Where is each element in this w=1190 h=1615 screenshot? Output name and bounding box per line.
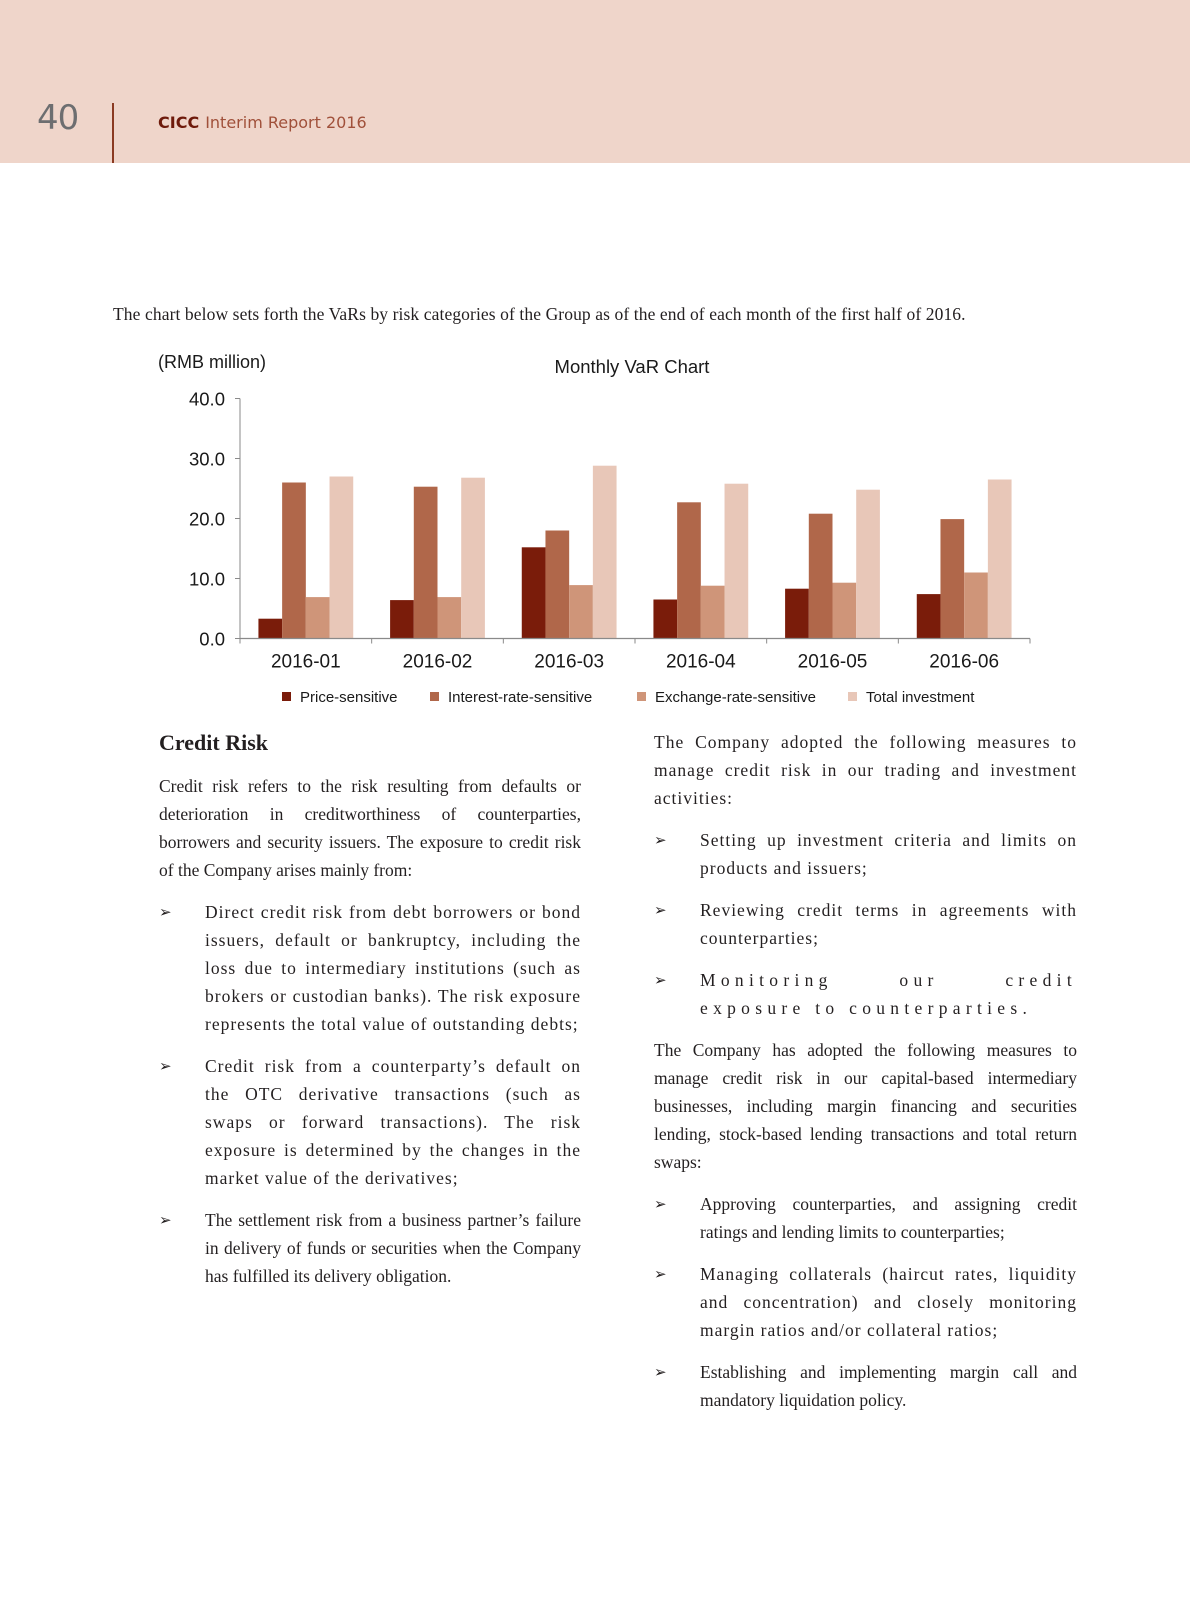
- x-tick-label: 2016-06: [929, 651, 1000, 673]
- x-tick-label: 2016-01: [270, 651, 341, 673]
- right-column: [654, 728, 1077, 1428]
- list-item: [654, 1358, 1077, 1414]
- bar-group-2016-04: [653, 484, 748, 639]
- list-item-text: Monitoring our credit exposure to counterparties.: [700, 970, 1077, 1018]
- running-header: [158, 113, 367, 132]
- arrow-bullet-icon: ➢: [159, 1211, 172, 1229]
- list-item-text: The settlement risk from a business partner’s failure in delivery of funds or securities when the Company has fulfilled its delivery obligation.: [205, 1210, 581, 1286]
- bar-interest-rate-sensitive-2016-03: [545, 531, 569, 639]
- bar-total-investment-2016-03: [593, 466, 617, 639]
- bar-price-sensitive-2016-01: [258, 619, 282, 639]
- arrow-bullet-icon: ➢: [654, 1195, 667, 1213]
- page-number: 40: [37, 98, 79, 138]
- bar-interest-rate-sensitive-2016-05: [809, 514, 833, 639]
- list-item: [159, 898, 581, 1038]
- legend-item: [848, 689, 975, 706]
- legend-swatch: [282, 692, 291, 701]
- header-band: [0, 0, 1190, 163]
- list-item-text: Credit risk from a counterparty’s default on the OTC derivative transactions (such as swaps or forward transactions). The risk exposure is determined by the changes in the market value of the derivatives;: [205, 1056, 581, 1188]
- bar-interest-rate-sensitive-2016-04: [677, 502, 701, 638]
- section-title-credit-risk: Credit Risk: [159, 730, 268, 755]
- bar-total-investment-2016-01: [330, 477, 354, 639]
- bar-exchange-rate-sensitive-2016-02: [438, 597, 462, 638]
- legend-item: [282, 689, 398, 706]
- header-divider: [112, 103, 114, 163]
- list-item-text: Direct credit risk from debt borrowers or bond issuers, default or bankruptcy, including the loss due to intermediary institutions (such as brokers or custodian banks). The risk exposure represents the total value of outstanding debts;: [205, 902, 581, 1034]
- bar-exchange-rate-sensitive-2016-04: [701, 586, 725, 639]
- list-item: [654, 826, 1077, 882]
- y-tick-label: 10.0: [188, 568, 225, 590]
- trading-measures-list: [654, 826, 1077, 1022]
- list-item: [159, 1206, 581, 1290]
- bar-price-sensitive-2016-03: [522, 547, 546, 638]
- bar-total-investment-2016-06: [988, 480, 1012, 639]
- bar-total-investment-2016-05: [856, 490, 880, 639]
- brand-name: CICC: [158, 113, 200, 132]
- x-tick-label: 2016-03: [534, 651, 605, 673]
- bar-group-2016-03: [522, 466, 617, 639]
- list-item-text: Setting up investment criteria and limits on products and issuers;: [700, 830, 1077, 878]
- bar-price-sensitive-2016-04: [653, 600, 677, 639]
- legend-label: Total investment: [866, 689, 975, 706]
- x-tick-label: 2016-04: [665, 651, 736, 673]
- list-item-text: Approving counterparties, and assigning credit ratings and lending limits to counterparties;: [700, 1194, 1077, 1242]
- list-item: [654, 1190, 1077, 1246]
- list-item-text: Managing collaterals (haircut rates, liquidity and concentration) and closely monitoring margin ratios and/or collateral ratios;: [700, 1264, 1077, 1340]
- intermediary-measures-intro: The Company has adopted the following measures to manage credit risk in our capital-based intermediary businesses, including margin financing and securities lending, stock-based lending transactions and total return swaps:: [654, 1040, 1077, 1172]
- list-item-text: Reviewing credit terms in agreements with counterparties;: [700, 900, 1077, 948]
- chart-title: Monthly VaR Chart: [554, 356, 710, 377]
- report-title: Interim Report 2016: [205, 113, 367, 132]
- bar-group-2016-01: [258, 477, 353, 639]
- arrow-bullet-icon: ➢: [654, 1265, 667, 1283]
- list-item: [654, 966, 1077, 1022]
- y-tick-label: 0.0: [199, 628, 225, 650]
- y-axis-unit-label: (RMB million): [158, 352, 266, 372]
- monthly-var-chart: [0, 340, 1190, 720]
- trading-measures-intro: The Company adopted the following measures to manage credit risk in our trading and investment activities:: [654, 732, 1077, 808]
- bar-interest-rate-sensitive-2016-06: [940, 519, 964, 638]
- arrow-bullet-icon: ➢: [159, 903, 172, 921]
- list-item: [654, 1260, 1077, 1344]
- legend-label: Exchange-rate-sensitive: [655, 689, 816, 706]
- y-axis: [189, 389, 240, 650]
- y-tick-label: 40.0: [188, 388, 225, 410]
- legend: [282, 689, 975, 706]
- bar-exchange-rate-sensitive-2016-01: [306, 597, 330, 638]
- legend-label: Price-sensitive: [300, 689, 398, 706]
- arrow-bullet-icon: ➢: [654, 971, 667, 989]
- credit-risk-sources-list: [159, 898, 581, 1290]
- list-item: [654, 896, 1077, 952]
- list-item: [159, 1052, 581, 1192]
- bar-exchange-rate-sensitive-2016-05: [833, 583, 857, 639]
- legend-swatch: [637, 692, 646, 701]
- y-tick-label: 20.0: [188, 508, 225, 530]
- bar-price-sensitive-2016-06: [917, 594, 941, 638]
- bar-price-sensitive-2016-02: [390, 600, 414, 638]
- bar-interest-rate-sensitive-2016-02: [414, 487, 438, 639]
- bar-total-investment-2016-04: [725, 484, 749, 639]
- arrow-bullet-icon: ➢: [654, 901, 667, 919]
- intermediary-measures-list: [654, 1190, 1077, 1414]
- x-tick-label: 2016-05: [797, 651, 868, 673]
- bar-group-2016-02: [390, 478, 485, 639]
- legend-swatch: [430, 692, 439, 701]
- bar-total-investment-2016-02: [461, 478, 485, 639]
- arrow-bullet-icon: ➢: [654, 1363, 667, 1381]
- bar-interest-rate-sensitive-2016-01: [282, 483, 306, 639]
- bar-exchange-rate-sensitive-2016-03: [569, 585, 593, 638]
- bar-group-2016-05: [785, 490, 880, 639]
- y-tick-label: 30.0: [188, 448, 225, 470]
- chart-intro-text: The chart below sets forth the VaRs by risk categories of the Group as of the end of each month of the first half of 2016.: [113, 304, 966, 324]
- x-axis: [240, 639, 1030, 673]
- bar-group-2016-06: [917, 480, 1012, 639]
- legend-item: [637, 689, 816, 706]
- arrow-bullet-icon: ➢: [654, 831, 667, 849]
- bar-price-sensitive-2016-05: [785, 589, 809, 639]
- legend-item: [430, 689, 592, 706]
- credit-risk-definition: Credit risk refers to the risk resulting from defaults or deterioration in creditworthiness of counterparties, borrowers and security issuers. The exposure to credit risk of the Company arises mainly from:: [159, 776, 581, 880]
- legend-label: Interest-rate-sensitive: [448, 689, 593, 706]
- list-item-text: Establishing and implementing margin call and mandatory liquidation policy.: [700, 1362, 1077, 1410]
- x-tick-label: 2016-02: [402, 651, 473, 673]
- arrow-bullet-icon: ➢: [159, 1057, 172, 1075]
- legend-swatch: [848, 692, 857, 701]
- bars: [258, 466, 1011, 639]
- left-column: [159, 728, 581, 1304]
- bar-exchange-rate-sensitive-2016-06: [964, 573, 988, 639]
